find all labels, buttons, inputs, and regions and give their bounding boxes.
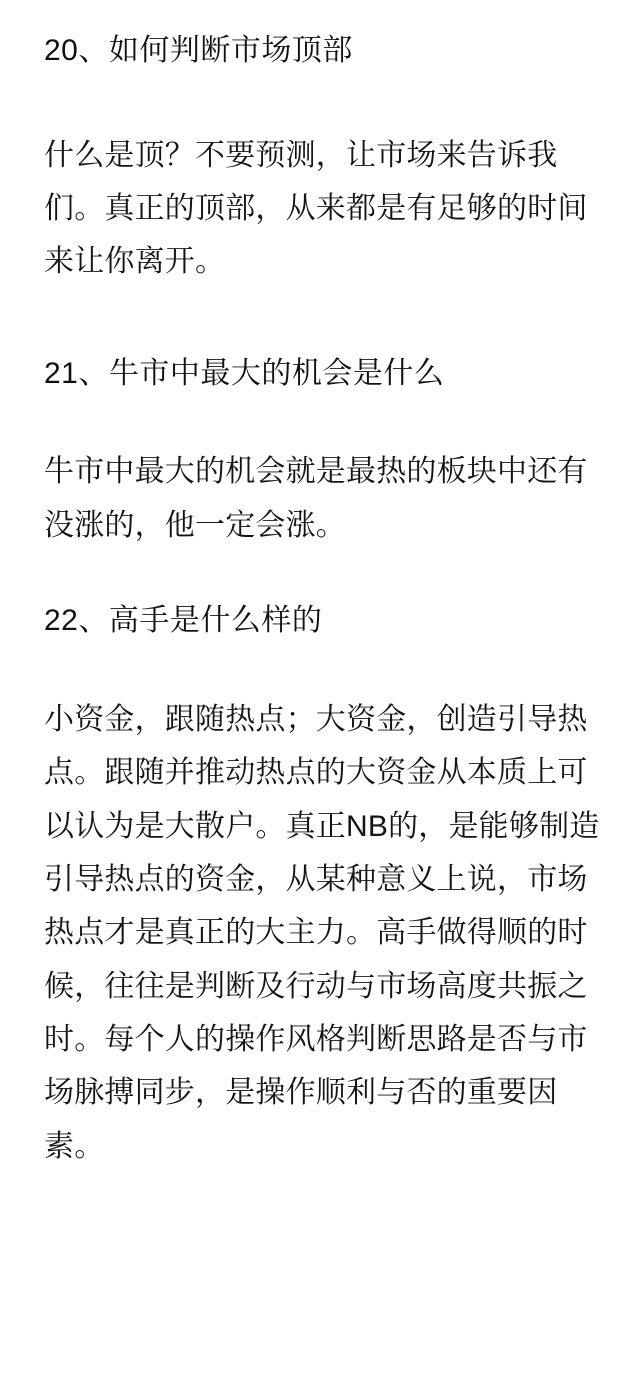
section-heading: 22、高手是什么样的 bbox=[44, 604, 323, 638]
section-heading: 21、牛市中最大的机会是什么 bbox=[44, 356, 445, 390]
section-heading: 20、如何判断市场顶部 bbox=[44, 34, 353, 67]
section-body: 牛市中最大的机会就是最热的板块中还有没涨的，他一定会涨。 bbox=[44, 455, 588, 542]
section-20 bbox=[44, 30, 602, 289]
section-21 bbox=[44, 353, 602, 552]
section-body: 什么是顶？不要预测，让市场来告诉我们。真正的顶部，从来都是有足够的时间来让你离开。 bbox=[44, 138, 588, 279]
section-22 bbox=[44, 600, 602, 1173]
section-body: 小资金，跟随热点；大资金，创造引导热点。跟随并推动热点的大资金从本质上可以认为是大散户。真正NB的，是能够制造引导热点的资金，从某种意义上说，市场热点才是真正的大主力。高手做得顺的时候，往往是判断及行动与市场高度共振之时。每个人的操作风格判断思路是否与市场脉搏同步，是操作顺利与否的重要因素。 bbox=[44, 702, 600, 1163]
